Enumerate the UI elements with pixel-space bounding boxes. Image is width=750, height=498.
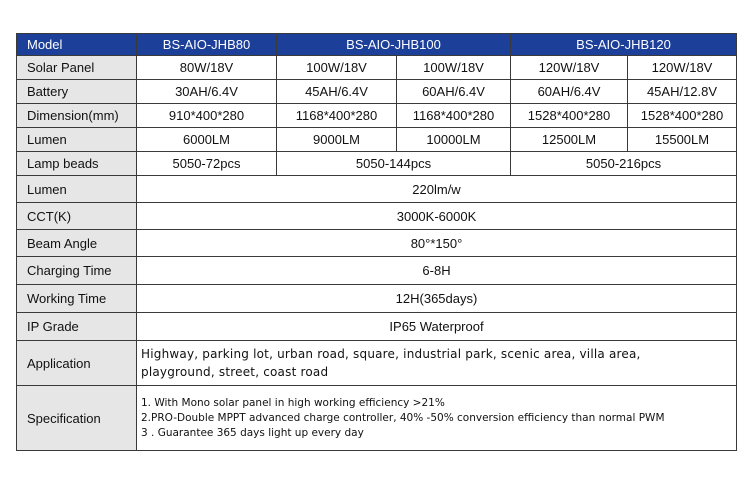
cell: 9000LM [277,128,397,152]
specification-line: 1. With Mono solar panel in high working efficiency >21% [141,396,445,409]
cell: 1528*400*280 [511,104,628,128]
cell: 100W/18V [397,56,511,80]
application-line: playground, street, coast road [141,365,329,379]
row-label: IP Grade [17,313,137,341]
cell: 100W/18V [277,56,397,80]
specification-line: 2.PRO-Double MPPT advanced charge controller, 40% -50% conversion efficiency than normal PWM [141,411,665,424]
cct-row [17,203,737,230]
row-label: Application [17,341,137,386]
row-label: Dimension(mm) [17,104,137,128]
specification-line: 3 . Guarantee 365 days light up every day [141,426,364,439]
model-jhb100: BS-AIO-JHB100 [277,34,511,56]
cell: 30AH/6.4V [137,80,277,104]
lumen-efficiency-row [17,176,737,203]
working-time-row [17,285,737,313]
cell: 12500LM [511,128,628,152]
cell: 1168*400*280 [397,104,511,128]
dimension-row [17,104,737,128]
row-label: Lamp beads [17,152,137,176]
lumen-row [17,128,737,152]
row-label: CCT(K) [17,203,137,230]
ip-grade-row [17,313,737,341]
model-jhb120: BS-AIO-JHB120 [511,34,737,56]
spec-table [16,33,737,451]
cell: 10000LM [397,128,511,152]
row-label: Battery [17,80,137,104]
cell: 80W/18V [137,56,277,80]
cell: 60AH/6.4V [397,80,511,104]
cell: 1168*400*280 [277,104,397,128]
model-header-label: Model [17,34,137,56]
beam-angle-row [17,230,737,257]
model-jhb80: BS-AIO-JHB80 [137,34,277,56]
row-label: Solar Panel [17,56,137,80]
row-label: Beam Angle [17,230,137,257]
cell: 80°*150° [137,230,737,257]
cell: 15500LM [628,128,737,152]
header-row [17,34,737,56]
cell: 220lm/w [137,176,737,203]
application-cell [137,341,737,386]
cell: 120W/18V [628,56,737,80]
cell: 3000K-6000K [137,203,737,230]
charging-time-row [17,257,737,285]
row-label: Charging Time [17,257,137,285]
battery-row [17,80,737,104]
cell: IP65 Waterproof [137,313,737,341]
cell: 5050-144pcs [277,152,511,176]
lamp-beads-row [17,152,737,176]
cell: 6-8H [137,257,737,285]
cell: 5050-216pcs [511,152,737,176]
row-label: Working Time [17,285,137,313]
cell: 12H(365days) [137,285,737,313]
cell: 45AH/12.8V [628,80,737,104]
cell: 910*400*280 [137,104,277,128]
solar-panel-row [17,56,737,80]
application-row [17,341,737,386]
row-label: Specification [17,386,137,451]
cell: 45AH/6.4V [277,80,397,104]
cell: 5050-72pcs [137,152,277,176]
specification-row [17,386,737,451]
application-line: Highway, parking lot, urban road, square, industrial park, scenic area, villa area, [141,347,641,361]
cell: 60AH/6.4V [511,80,628,104]
row-label: Lumen [17,176,137,203]
cell: 1528*400*280 [628,104,737,128]
row-label: Lumen [17,128,137,152]
cell: 120W/18V [511,56,628,80]
specification-cell [137,386,737,451]
cell: 6000LM [137,128,277,152]
